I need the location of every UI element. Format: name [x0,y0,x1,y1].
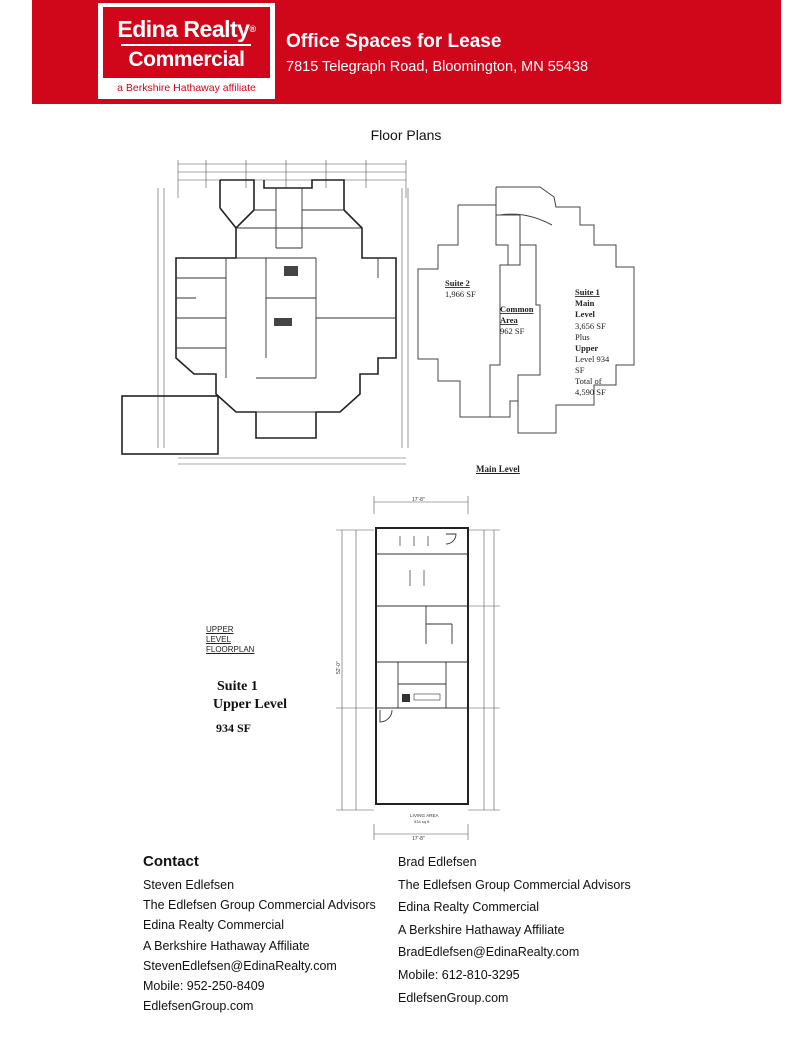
upper-label-line1: UPPER [206,625,234,634]
contact-company: The Edlefsen Group Commercial Advisors [398,877,631,892]
suite1-line5: Upper [575,343,599,353]
suite2-area: 1,966 SF [445,289,476,299]
suite1-line3: 3,656 SF [575,321,606,331]
common-area-title1: Common [500,304,534,314]
logo-affiliate-text: a Berkshire Hathaway affiliate [117,82,256,94]
common-area-title2: Area [500,315,518,325]
upper-width-dim-bottom: 17'-8" [412,836,425,840]
contact-website-link[interactable]: EdlefsenGroup.com [143,999,254,1014]
suite1-line2: Level [575,309,595,319]
suite1-line7: SF [575,365,585,375]
upper-level-title: Upper Level [213,697,288,712]
contact-email-link[interactable]: StevenEdlefsen@EdinaRealty.com [143,958,337,973]
suite1-title: Suite 1 [575,287,600,297]
contact-company: The Edlefsen Group Commercial Advisors [143,898,376,913]
living-area-label: LIVING AREA [410,813,439,818]
upper-width-dim: 17'-8" [412,497,425,503]
contact-card-brad [398,851,631,1009]
main-level-floorplan-drawing [116,158,422,470]
upper-level-floorplan-drawing [334,494,504,840]
property-address: 7815 Telegraph Road, Bloomington, MN 55438 [286,59,589,75]
suite1-line8: Total of [575,376,602,386]
contact-website-link[interactable]: EdlefsenGroup.com [398,990,509,1005]
suite2-title: Suite 2 [445,278,470,288]
suite1-line9: 4,590 SF [575,387,606,397]
upper-level-area: 934 SF [216,721,252,735]
logo-red-block [103,7,270,78]
contact-card-steven [143,875,376,1016]
upper-level-floorplan-label [206,625,254,655]
living-area-sf: 934 sq ft [414,819,430,824]
contact-affiliate: A Berkshire Hathaway Affiliate [143,938,310,953]
upper-length-dim: 52'-0" [336,661,342,674]
contact-brokerage: Edina Realty Commercial [398,900,540,915]
suite1-line4: Plus [575,332,590,342]
edina-realty-logo[interactable] [98,3,275,99]
logo-rule [121,44,251,46]
contact-brokerage: Edina Realty Commercial [143,918,285,933]
contact-phone[interactable]: Mobile: 952-250-8409 [143,979,265,994]
suite1-line1: Main [575,298,595,308]
contact-affiliate: A Berkshire Hathaway Affiliate [398,922,565,937]
contact-phone[interactable]: Mobile: 612-810-3295 [398,967,520,982]
suite-layout-diagram [416,185,638,435]
section-title: Floor Plans [370,127,442,143]
logo-brand-line2: Commercial [128,48,245,71]
common-area-size: 962 SF [500,326,525,336]
suite1-line6: Level 934 [575,354,610,364]
logo-brand-line1: Edina Realty [117,16,250,42]
contact-name: Brad Edlefsen [398,855,477,869]
upper-suite-title: Suite 1 [217,679,258,694]
logo-registered-mark: ® [249,24,256,34]
header-banner [32,0,781,104]
page-title: Office Spaces for Lease [286,31,502,52]
upper-label-line3: FLOORPLAN [206,645,255,654]
main-level-caption: Main Level [476,464,520,474]
contact-name: Steven Edlefsen [143,878,235,892]
contact-heading: Contact [143,853,199,870]
upper-label-line2: LEVEL [206,635,231,644]
contact-email-link[interactable]: BradEdlefsen@EdinaRealty.com [398,945,580,960]
